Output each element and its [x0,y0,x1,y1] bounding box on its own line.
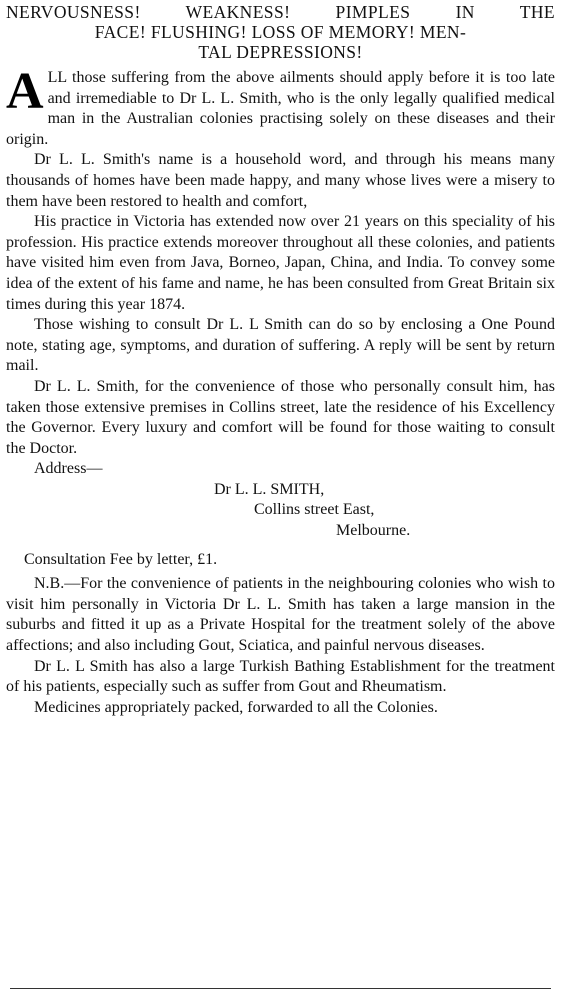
headline-line-3: TAL DEPRESSIONS! [198,42,363,62]
headline-line-1: NERVOUSNESS! WEAKNESS! PIMPLES IN THE [6,2,555,22]
headline [6,2,555,62]
paragraph-practice: His practice in Victoria has extended now over 21 years on this speciality of his profession. His practice extends moreover throughout all these colonies, and patients have visited him even from Java, Borneo, Japan, China, and India. To convey some idea of the extent of his fame and name, he has been consulted from Great Britain six times during this year 1874. [6,213,555,313]
paragraph-consult-by-letter: Those wishing to consult Dr L. L Smith can do so by enclosing a One Pound note, stating age, symptoms, and duration of suffering. A reply will be sent by return mail. [6,316,555,375]
paragraph-nota-bene: N.B.—For the convenience of patients in the neighbouring colonies who wish to visit him personally in Victoria Dr L. L. Smith has taken a large mansion in the suburbs and fitted it up as a Private Hospital for the treatment solely of the above affections; and also including Gout, Sciatica, and painful nervous diseases. [6,575,555,655]
bottom-rule [10,988,551,989]
address-street: Collins street East, [254,501,375,519]
paragraph-medicines: Medicines appropriately packed, forwarded to all the Colonies. [34,698,438,716]
address-city: Melbourne. [336,522,411,540]
drop-cap: A [6,63,44,120]
paragraph-turkish-bath: Dr L. L Smith has also a large Turkish Bathing Establishment for the treatment of his patients, especially such as suffer from Gout and Rheumatism. [6,657,555,696]
headline-line-2: FACE! FLUSHING! LOSS OF MEMORY! MEN- [94,22,467,42]
paragraph-intro-text: LL those suffering from the above ailments should apply before it is too late and irremediable to Dr L. L. Smith, who is the only legally qualified medical man in the Australian colonies practising solely on these diseases and their origin. [6,69,555,148]
paragraph-intro [6,63,555,150]
paragraph-household-word: Dr L. L. Smith's name is a household word, and through his means many thousands of homes have been made happy, and many whose lives were a misery to them have been restored to health and comfort, [6,151,555,210]
address-name: Dr L. L. SMITH, [214,480,325,498]
consultation-fee: Consultation Fee by letter, £1. [24,550,218,568]
paragraph-premises: Dr L. L. Smith, for the convenience of those who personally consult him, has taken those extensive premises in Collins street, late the residence of his Excellency the Governor. Every luxury and comfort will be found for those waiting to consult the Doctor. [6,377,555,457]
address-label: Address— [34,460,103,478]
